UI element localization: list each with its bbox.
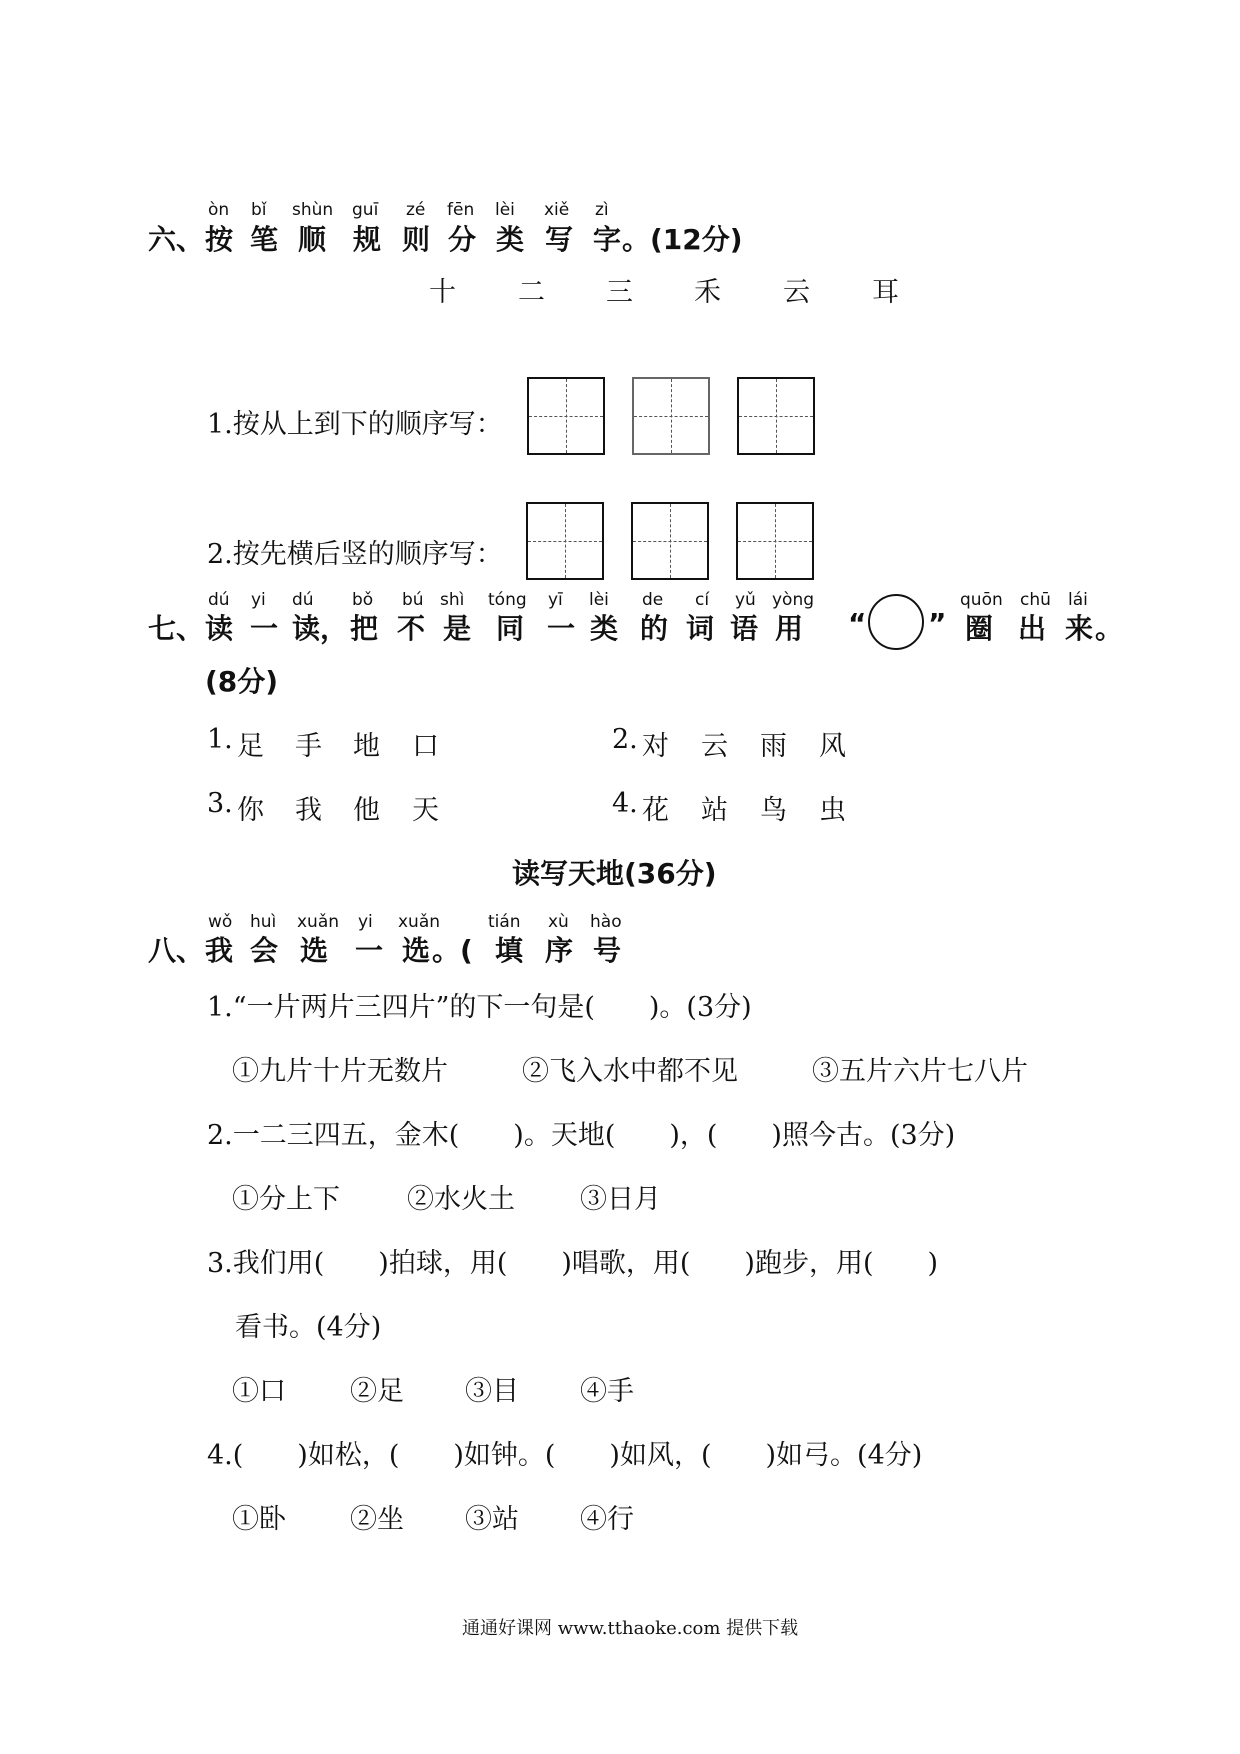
pinyin: zé	[406, 200, 426, 220]
question-number: 八、	[148, 934, 205, 967]
pinyin: yòng	[772, 590, 815, 610]
word[interactable]: 你	[237, 795, 264, 826]
heading-char: 号	[593, 934, 622, 967]
option[interactable]: ②水火土	[407, 1184, 515, 1215]
word[interactable]: 口	[412, 731, 439, 762]
word: 二	[518, 277, 545, 308]
word[interactable]: 他	[353, 795, 380, 826]
pinyin: tián	[488, 912, 521, 932]
pinyin: fēn	[447, 200, 475, 220]
pinyin: lèi	[495, 200, 515, 220]
heading-char: 则	[402, 223, 431, 256]
option[interactable]: ②足	[350, 1376, 404, 1407]
heading-char: 出	[1018, 612, 1047, 645]
pinyin: bǒ	[352, 590, 374, 610]
pinyin: yǔ	[735, 590, 756, 610]
score: (8分)	[205, 665, 279, 698]
heading-char: 序	[545, 934, 574, 967]
question-text: 3.我们用( )拍球，用( )唱歌，用( )跑步，用( )	[207, 1248, 939, 1279]
q6-item-2: 2.按先横后竖的顺序写：	[207, 539, 503, 570]
circle-symbol	[868, 594, 924, 650]
option[interactable]: ④手	[580, 1376, 634, 1407]
word[interactable]: 我	[295, 795, 322, 826]
option[interactable]: ③目	[465, 1376, 519, 1407]
writing-grid-box[interactable]	[631, 502, 709, 580]
pinyin: yī	[548, 590, 563, 610]
option[interactable]: ①九片十片无数片	[232, 1056, 448, 1087]
word: 十	[429, 277, 456, 308]
quote-close: ”	[928, 607, 947, 640]
option[interactable]: ②飞入水中都不见	[522, 1056, 738, 1087]
heading-char: 填	[495, 934, 524, 967]
pinyin: hào	[590, 912, 622, 932]
writing-grid-box[interactable]	[736, 502, 814, 580]
word: 三	[606, 277, 633, 308]
pinyin: huì	[250, 912, 277, 932]
heading-char: 把	[350, 612, 379, 645]
heading-char: 是	[443, 612, 472, 645]
heading-char: 一	[355, 934, 384, 967]
heading-char: 分	[448, 223, 477, 256]
pinyin: de	[642, 590, 664, 610]
heading-char: 写	[545, 223, 574, 256]
option[interactable]: ④行	[580, 1504, 634, 1535]
writing-grid-box[interactable]	[632, 377, 710, 455]
group-label: 1.	[207, 724, 233, 755]
pinyin: lái	[1068, 590, 1088, 610]
group-label: 2.	[612, 724, 638, 755]
option[interactable]: ③五片六片七八片	[812, 1056, 1028, 1087]
word[interactable]: 手	[295, 731, 322, 762]
heading-char: 一	[250, 612, 279, 645]
heading-char: 会	[250, 934, 279, 967]
heading-char: 读	[292, 612, 321, 645]
word: 云	[783, 277, 810, 308]
pinyin: bǐ	[251, 200, 267, 220]
heading-char: 顺	[298, 223, 327, 256]
score: 。(12分)	[622, 223, 743, 256]
question-number: 六、	[148, 223, 205, 256]
pinyin: xiě	[544, 200, 570, 220]
heading-char: 规	[353, 223, 382, 256]
pinyin: òn	[208, 200, 230, 220]
option[interactable]: ①卧	[232, 1504, 286, 1535]
word[interactable]: 地	[353, 731, 380, 762]
pinyin: yi	[358, 912, 373, 932]
word: 耳	[872, 277, 899, 308]
word[interactable]: 虫	[819, 795, 846, 826]
section-title: 读写天地(36分)	[512, 857, 717, 890]
heading-char: 按	[205, 223, 234, 256]
word[interactable]: 对	[642, 731, 669, 762]
heading-char: 类	[590, 612, 619, 645]
heading-char: 选	[402, 934, 431, 967]
word[interactable]: 花	[642, 795, 669, 826]
pinyin: xù	[548, 912, 569, 932]
word[interactable]: 足	[237, 731, 264, 762]
pinyin: shùn	[292, 200, 334, 220]
option[interactable]: ①口	[232, 1376, 286, 1407]
pinyin: guī	[352, 200, 379, 220]
pinyin: zì	[595, 200, 609, 220]
word[interactable]: 风	[819, 731, 846, 762]
heading-char: 不	[397, 612, 426, 645]
pinyin: chū	[1020, 590, 1051, 610]
question-number: 七、	[148, 612, 205, 645]
pinyin: tóng	[488, 590, 527, 610]
pinyin: quōn	[960, 590, 1003, 610]
option[interactable]: ②坐	[350, 1504, 404, 1535]
question-text: 1.“一片两片三四片”的下一句是( )。(3分)	[207, 992, 752, 1023]
heading-char: 用	[775, 612, 804, 645]
pinyin: yi	[251, 590, 266, 610]
question-text: 2.一二三四五，金木( )。天地( )，( )照今古。(3分)	[207, 1120, 956, 1151]
word[interactable]: 雨	[760, 731, 787, 762]
pinyin: dú	[292, 590, 314, 610]
q6-item-1: 1.按从上到下的顺序写：	[207, 409, 503, 440]
writing-grid-box[interactable]	[737, 377, 815, 455]
word[interactable]: 鸟	[760, 795, 787, 826]
pinyin: bú	[402, 590, 424, 610]
heading-char: 类	[496, 223, 525, 256]
question-text-cont: 看书。(4分)	[235, 1312, 382, 1343]
word: 禾	[694, 277, 721, 308]
question-text: 4.( )如松，( )如钟。( )如风，( )如弓。(4分)	[207, 1440, 923, 1471]
heading-char: 圈	[965, 612, 994, 645]
group-label: 4.	[612, 788, 638, 819]
heading-char: 读	[205, 612, 234, 645]
pinyin: wǒ	[208, 912, 233, 932]
group-label: 3.	[207, 788, 233, 819]
pinyin: xuǎn	[297, 912, 340, 932]
option[interactable]: ③日月	[580, 1184, 661, 1215]
pinyin: shì	[440, 590, 465, 610]
writing-grid-box[interactable]	[526, 502, 604, 580]
word[interactable]: 云	[701, 731, 728, 762]
heading-char: 词	[686, 612, 715, 645]
pinyin: cí	[695, 590, 710, 610]
heading-char: 的	[640, 612, 669, 645]
word[interactable]: 天	[412, 795, 439, 826]
word[interactable]: 站	[701, 795, 728, 826]
heading-char: 我	[205, 934, 234, 967]
heading-char: 。(	[432, 934, 473, 967]
heading-char: 选	[300, 934, 329, 967]
writing-grid-box[interactable]	[527, 377, 605, 455]
pinyin: lèi	[589, 590, 609, 610]
pinyin: xuǎn	[398, 912, 441, 932]
heading-char: 同	[496, 612, 525, 645]
option[interactable]: ③站	[465, 1504, 519, 1535]
heading-char: 一	[547, 612, 576, 645]
option[interactable]: ①分上下	[232, 1184, 340, 1215]
heading-char: 字	[593, 223, 622, 256]
heading-char: 来	[1065, 612, 1094, 645]
pinyin: dú	[208, 590, 230, 610]
heading-char: 。	[1095, 612, 1124, 645]
heading-char: ，	[320, 612, 349, 645]
quote-open: “	[848, 607, 867, 640]
heading-char: 语	[730, 612, 759, 645]
heading-char: 笔	[250, 223, 279, 256]
footer-text: 通通好课网 www.tthaoke.com 提供下载	[462, 1618, 799, 1639]
